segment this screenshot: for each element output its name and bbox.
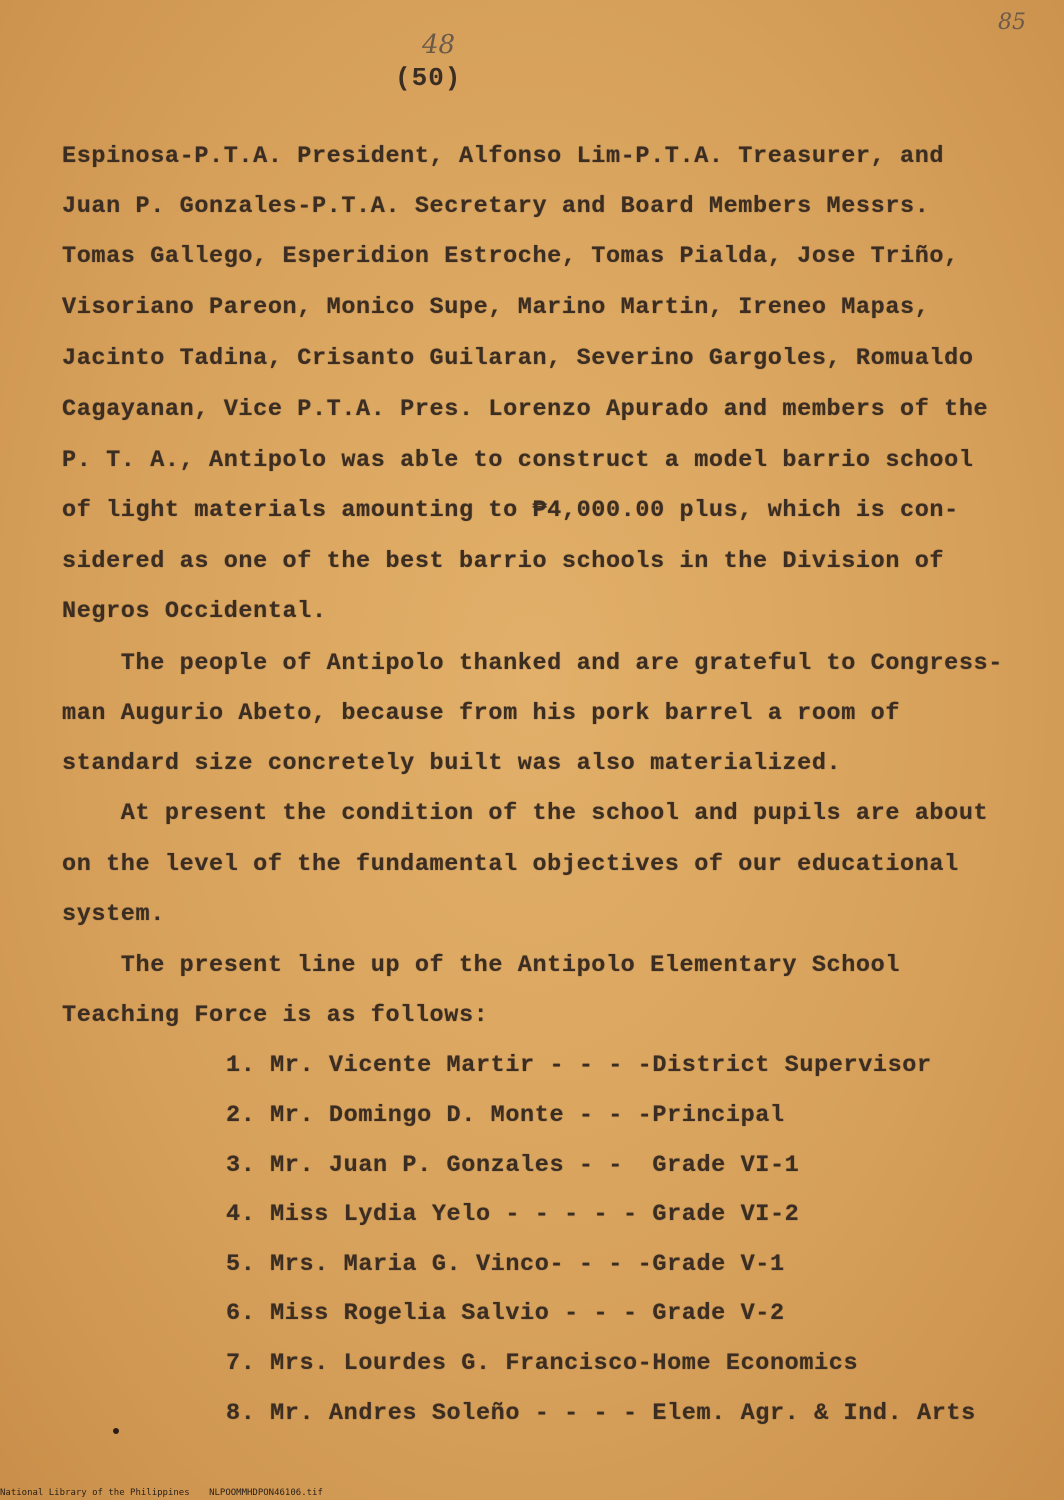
body-line: system. xyxy=(62,901,165,928)
body-line: of light materials amounting to ₱4,000.00 plus, which is con- xyxy=(62,497,959,524)
corner-annotation: 85 xyxy=(998,10,1026,35)
body-line: Teaching Force is as follows: xyxy=(62,1002,489,1029)
body-line: The people of Antipolo thanked and are grateful to Congress- xyxy=(62,650,1003,677)
body-line: At present the condition of the school and pupils are about xyxy=(62,800,989,827)
body-line: Espinosa-P.T.A. President, Alfonso Lim-P.T.A. Treasurer, and xyxy=(62,143,945,170)
list-item: 3. Mr. Juan P. Gonzales - - Grade VI-1 xyxy=(226,1152,800,1179)
body-line: Negros Occidental. xyxy=(62,598,327,625)
body-line: The present line up of the Antipolo Elementary School xyxy=(62,952,901,979)
list-item: 8. Mr. Andres Soleño - - - - Elem. Agr. & Ind. Arts xyxy=(226,1400,976,1427)
body-line: on the level of the fundamental objectives of our educational xyxy=(62,851,959,878)
list-item: 2. Mr. Domingo D. Monte - - -Principal xyxy=(226,1102,785,1129)
list-item: 4. Miss Lydia Yelo - - - - - Grade VI-2 xyxy=(226,1201,800,1228)
archive-footer xyxy=(0,1488,337,1498)
library-name: National Library of the Philippines xyxy=(0,1488,190,1498)
body-line: Cagayanan, Vice P.T.A. Pres. Lorenzo Apurado and members of the xyxy=(62,396,989,423)
body-line: Tomas Gallego, Esperidion Estroche, Tomas Pialda, Jose Triño, xyxy=(62,243,959,270)
body-line: sidered as one of the best barrio schools in the Division of xyxy=(62,548,945,575)
handwritten-page-number: 48 xyxy=(422,30,456,60)
list-item: 6. Miss Rogelia Salvio - - - Grade V-2 xyxy=(226,1300,785,1327)
list-item: 5. Mrs. Maria G. Vinco- - - -Grade V-1 xyxy=(226,1251,785,1278)
body-line: Jacinto Tadina, Crisanto Guilaran, Severino Gargoles, Romualdo xyxy=(62,345,974,372)
list-item: 7. Mrs. Lourdes G. Francisco-Home Economics xyxy=(226,1350,859,1377)
list-item: 1. Mr. Vicente Martir - - - -District Supervisor xyxy=(226,1052,932,1079)
body-line: man Augurio Abeto, because from his pork barrel a room of xyxy=(62,700,901,727)
body-line: Visoriano Pareon, Monico Supe, Marino Martin, Ireneo Mapas, xyxy=(62,294,930,321)
file-id: NLPOOMMHDPON46106.tif xyxy=(209,1488,323,1498)
page-number: (50) xyxy=(395,63,462,93)
body-line: Juan P. Gonzales-P.T.A. Secretary and Board Members Messrs. xyxy=(62,193,930,220)
ink-spot xyxy=(113,1428,119,1434)
body-line: P. T. A., Antipolo was able to construct a model barrio school xyxy=(62,447,974,474)
body-line: standard size concretely built was also materialized. xyxy=(62,750,842,777)
